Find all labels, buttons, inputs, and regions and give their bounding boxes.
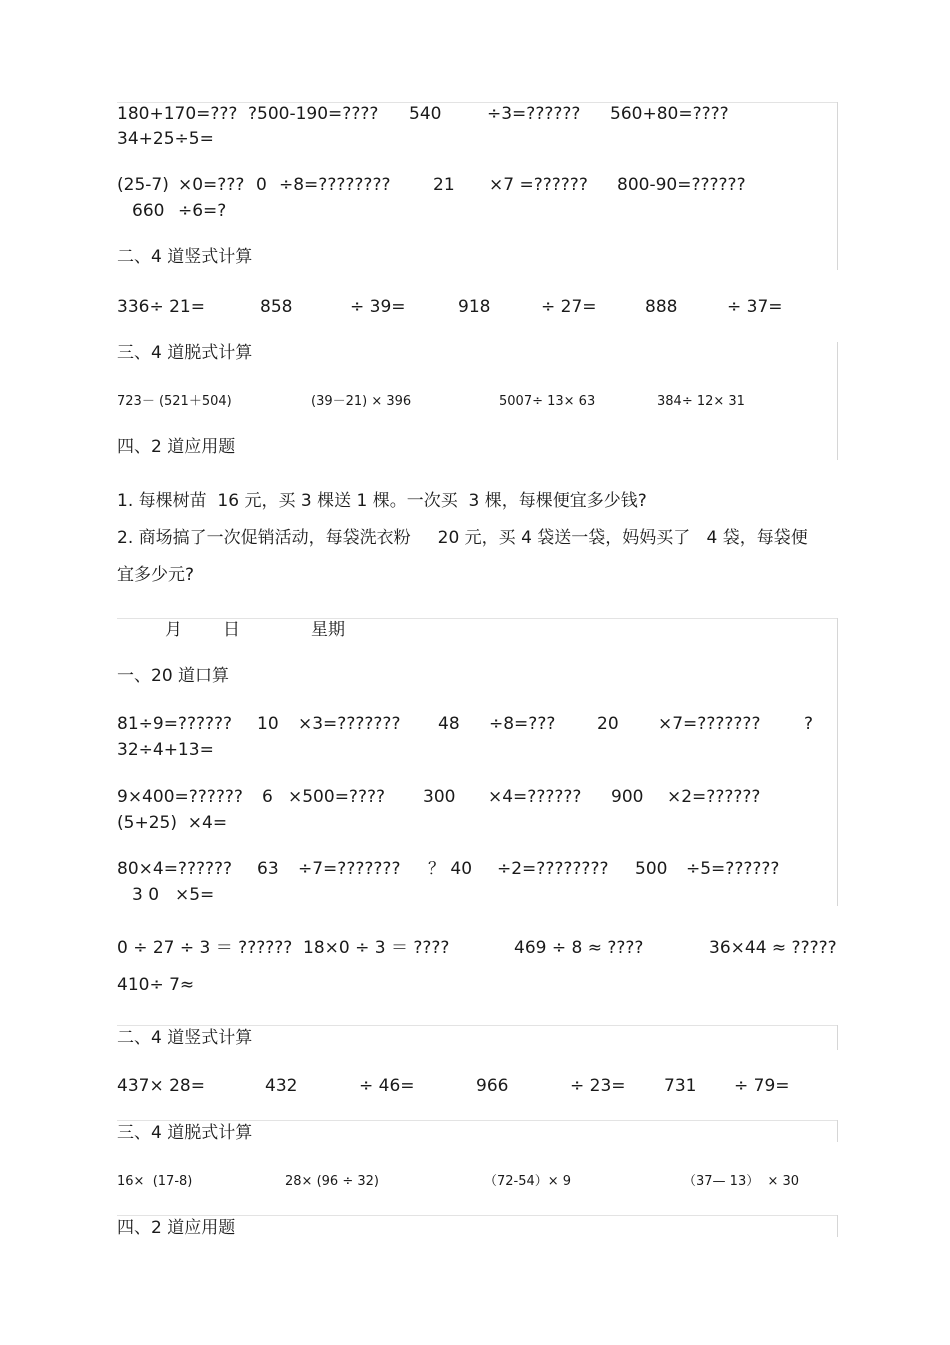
section-heading-stepwise: 三、4 道脱式计算	[117, 1123, 253, 1143]
oral-problem: 0 ÷ 27 ÷ 3 ＝ ??????	[117, 938, 293, 958]
oral-problem: ×7 =??????	[489, 175, 588, 195]
rule-stepwise-2	[117, 1120, 837, 1121]
oral-problem: 48	[438, 714, 460, 734]
vertical-problem: 336÷ 21=	[117, 297, 205, 317]
vertical-problem: 432	[265, 1076, 298, 1096]
vertical-problem: 966	[476, 1076, 509, 1096]
oral-problem: 469 ÷ 8 ≈ ????	[514, 938, 644, 958]
vertical-problem: 858	[260, 297, 293, 317]
oral-problem: ÷2=????????	[497, 859, 609, 879]
oral-problem: 800-90=??????	[617, 175, 746, 195]
right-border-3	[837, 618, 838, 906]
stepwise-problem: （37— 13） × 30	[683, 1174, 800, 1189]
oral-problem: ×7=???????	[658, 714, 761, 734]
oral-problem: 180+170=???	[117, 104, 238, 124]
vertical-problem: 731	[664, 1076, 697, 1096]
stepwise-problem: (39－21) × 396	[311, 394, 412, 409]
oral-problem: ×4=??????	[488, 787, 582, 807]
section-rule	[117, 618, 837, 619]
vertical-problem: ÷ 37=	[727, 297, 783, 317]
oral-problem: ×0=???	[178, 175, 245, 195]
oral-problem: 80×4=??????	[117, 859, 233, 879]
oral-problem: 0	[256, 175, 267, 195]
right-border-6	[837, 1215, 838, 1237]
section-heading-oral: 一、20 道口算	[117, 666, 230, 686]
stepwise-problem: 723－ (521＋504)	[117, 394, 232, 409]
oral-problem: ÷8=????????	[279, 175, 391, 195]
oral-problem: ÷7=???????	[298, 859, 401, 879]
vertical-problem: ÷ 39=	[350, 297, 406, 317]
word-problem: 2. 商场搞了一次促销活动，每袋洗衣粉 20 元，买 4 袋送一袋，妈妈买了 4 袋，每袋便	[117, 528, 808, 548]
oral-problem: ÷8=???	[489, 714, 556, 734]
rule-word-2	[117, 1215, 837, 1216]
section-heading-word: 四、2 道应用题	[117, 1218, 236, 1238]
rule-vertical-2	[117, 1025, 837, 1026]
oral-problem: ?	[804, 714, 814, 734]
oral-problem: 20	[597, 714, 619, 734]
section-heading-vertical: 二、4 道竖式计算	[117, 1028, 253, 1048]
oral-problem: 10	[257, 714, 279, 734]
right-border-2	[837, 342, 838, 460]
vertical-problem: ÷ 27=	[541, 297, 597, 317]
oral-problem: 500	[635, 859, 668, 879]
section-heading-vertical: 二、4 道竖式计算	[117, 247, 253, 267]
oral-problem: 660	[132, 201, 165, 221]
word-problem: 宜多少元?	[117, 565, 195, 585]
oral-problem: 21	[433, 175, 455, 195]
stepwise-problem: 16× (17-8)	[117, 1174, 193, 1189]
oral-problem: (5+25) ×4=	[117, 813, 228, 833]
oral-problem: ÷5=??????	[686, 859, 780, 879]
date-day-label: 日	[223, 620, 240, 640]
oral-problem: 6	[262, 787, 273, 807]
oral-problem: 9×400=??????	[117, 787, 243, 807]
oral-problem: 32÷4+13=	[117, 740, 214, 760]
oral-problem: 81÷9=??????	[117, 714, 233, 734]
stepwise-problem: （72-54）× 9	[484, 1174, 572, 1189]
oral-problem: 410÷ 7≈	[117, 975, 195, 995]
oral-problem: ？ 40	[428, 859, 473, 879]
oral-problem: 900	[611, 787, 644, 807]
vertical-problem: ÷ 23=	[570, 1076, 626, 1096]
oral-problem: ÷3=??????	[487, 104, 581, 124]
stepwise-problem: 5007÷ 13× 63	[499, 394, 596, 409]
oral-problem: 63	[257, 859, 279, 879]
oral-problem: 3 0	[132, 885, 160, 905]
vertical-problem: ÷ 79=	[734, 1076, 790, 1096]
section-heading-word: 四、2 道应用题	[117, 437, 236, 457]
vertical-problem: 918	[458, 297, 491, 317]
oral-problem: 18×0 ÷ 3 ＝ ????	[303, 938, 450, 958]
stepwise-problem: 384÷ 12× 31	[657, 394, 745, 409]
vertical-problem: 888	[645, 297, 678, 317]
oral-problem: ×2=??????	[667, 787, 761, 807]
oral-problem: 560+80=????	[610, 104, 729, 124]
word-problem: 1. 每棵树苗 16 元，买 3 棵送 1 棵。一次买 3 棵，每棵便宜多少钱?	[117, 491, 647, 511]
right-border-4	[837, 1025, 838, 1050]
date-month-label: 月	[165, 620, 182, 640]
right-border-1	[837, 102, 838, 270]
vertical-problem: 437× 28=	[117, 1076, 205, 1096]
oral-problem: ×500=????	[288, 787, 386, 807]
top-rule	[117, 102, 837, 103]
stepwise-problem: 28× (96 ÷ 32)	[285, 1174, 379, 1189]
oral-problem: ×5=	[175, 885, 215, 905]
oral-problem: (25-7)	[117, 175, 169, 195]
vertical-problem: ÷ 46=	[359, 1076, 415, 1096]
oral-problem: 36×44 ≈ ?????	[709, 938, 837, 958]
section-heading-stepwise: 三、4 道脱式计算	[117, 343, 253, 363]
oral-problem: ?500-190=????	[248, 104, 379, 124]
oral-problem: 34+25÷5=	[117, 129, 214, 149]
date-weekday-label: 星期	[311, 620, 345, 640]
oral-problem: ×3=???????	[298, 714, 401, 734]
oral-problem: 300	[423, 787, 456, 807]
right-border-5	[837, 1120, 838, 1142]
oral-problem: 540	[409, 104, 442, 124]
oral-problem: ÷6=?	[178, 201, 227, 221]
